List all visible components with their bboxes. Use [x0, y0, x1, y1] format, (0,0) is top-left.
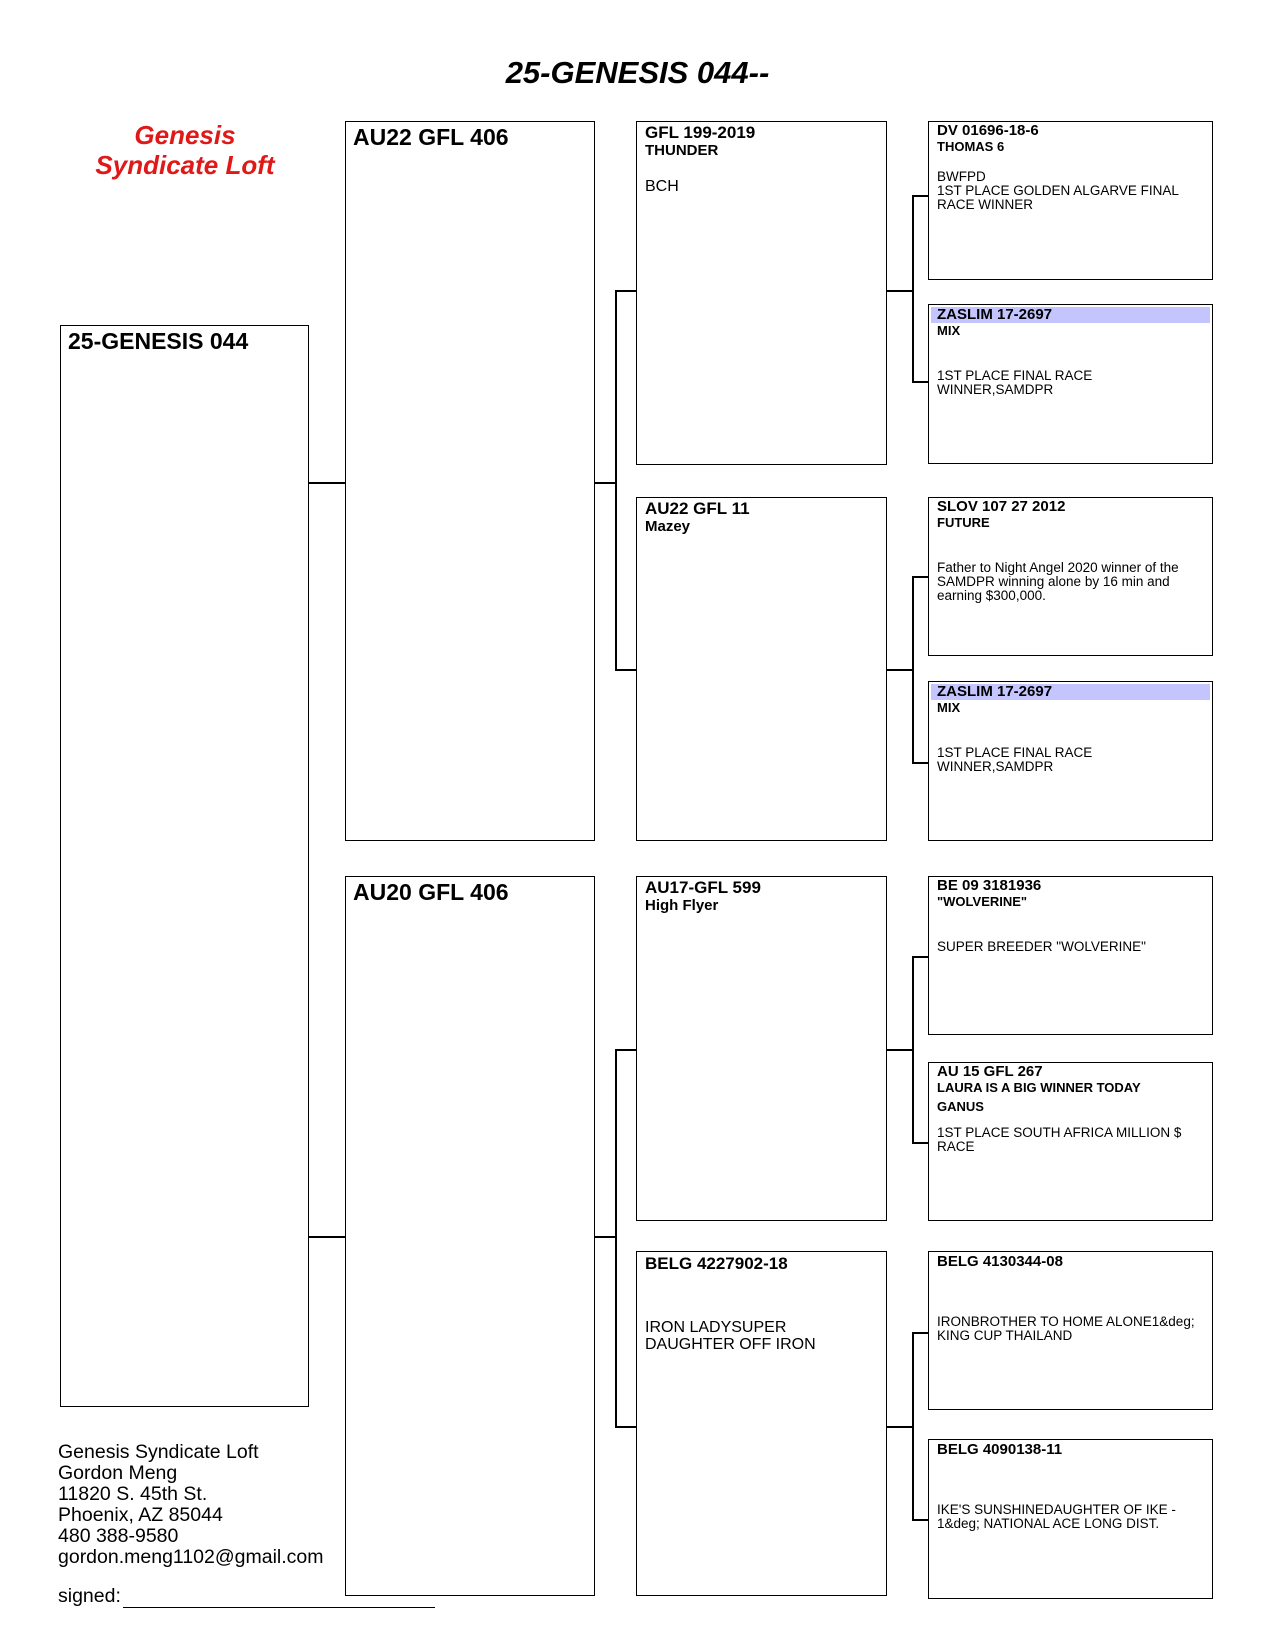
connector-line	[309, 482, 345, 484]
connector-line	[912, 576, 914, 763]
connector-line	[912, 1519, 928, 1521]
dsd-name: LAURA IS A BIG WINNER TODAY	[937, 1080, 1141, 1095]
sire-sire-box	[636, 121, 887, 465]
ddd-note: IKE'S SUNSHINEDAUGHTER OF IKE - 1&deg; NATIONAL ACE LONG DIST.	[937, 1502, 1176, 1531]
contact-city: Phoenix, AZ 85044	[58, 1504, 223, 1526]
dam-dam-id: BELG 4227902-18	[645, 1254, 788, 1273]
connector-line	[912, 195, 928, 197]
sss-box	[928, 121, 1213, 280]
ssd-box	[928, 304, 1213, 464]
connector-line	[912, 1142, 928, 1144]
ddd-box	[928, 1439, 1213, 1599]
sire-id: AU22 GFL 406	[353, 124, 509, 150]
dds-box	[928, 1251, 1213, 1410]
dam-sire-box	[636, 876, 887, 1221]
dss-box	[928, 876, 1213, 1035]
subject-id: 25-GENESIS 044	[68, 328, 249, 354]
contact-phone: 480 388-9580	[58, 1525, 179, 1547]
sss-name: THOMAS 6	[937, 139, 1005, 154]
connector-line	[912, 1332, 928, 1334]
sdd-note: 1ST PLACE FINAL RACE WINNER,SAMDPR	[937, 745, 1093, 774]
connector-line	[912, 762, 928, 764]
sire-sire-note: BCH	[645, 178, 679, 195]
connector-line	[595, 1236, 616, 1238]
dam-sire-name: High Flyer	[645, 897, 719, 914]
dsd-name-2: GANUS	[937, 1099, 984, 1114]
sdd-box	[928, 681, 1213, 841]
sss-id: DV 01696-18-6	[937, 122, 1039, 139]
ssd-name: MIX	[937, 323, 961, 338]
sds-id: SLOV 107 27 2012	[937, 498, 1066, 515]
contact-loft: Genesis Syndicate Loft	[58, 1441, 259, 1463]
dds-id: BELG 4130344-08	[937, 1253, 1063, 1270]
connector-line	[595, 482, 616, 484]
dsd-note: 1ST PLACE SOUTH AFRICA MILLION $ RACE	[937, 1125, 1182, 1154]
dss-id: BE 09 3181936	[937, 877, 1042, 894]
dam-dam-note: IRON LADYSUPER DAUGHTER OFF IRON	[645, 1319, 816, 1353]
sds-name: FUTURE	[937, 515, 990, 530]
sds-note: Father to Night Angel 2020 winner of the SAMDPR winning alone by 16 min and earning $300,000.	[937, 560, 1179, 603]
loft-name-line-1: Genesis	[134, 120, 236, 150]
connector-line	[912, 576, 928, 578]
contact-email: gordon.meng1102@gmail.com	[58, 1546, 324, 1568]
page-title: 25-GENESIS 044--	[505, 55, 770, 90]
subject-box	[60, 325, 309, 1407]
connector-line	[615, 1049, 617, 1427]
connector-line	[912, 1332, 914, 1520]
dss-name: "WOLVERINE"	[937, 894, 1028, 909]
connector-line	[309, 1236, 345, 1238]
contact-street: 11820 S. 45th St.	[58, 1483, 208, 1505]
sdd-name: MIX	[937, 700, 961, 715]
signature-area	[58, 1585, 435, 1608]
dds-note: IRONBROTHER TO HOME ALONE1&deg; KING CUP THAILAND	[937, 1314, 1195, 1343]
dss-note: SUPER BREEDER "WOLVERINE"	[937, 939, 1146, 954]
sire-box	[345, 121, 595, 841]
ddd-id: BELG 4090138-11	[937, 1441, 1063, 1458]
connector-line	[912, 195, 914, 382]
ssd-id: ZASLIM 17-2697	[931, 307, 1210, 323]
dsd-box	[928, 1062, 1213, 1221]
dam-id: AU20 GFL 406	[353, 879, 509, 905]
connector-line	[887, 669, 913, 671]
sire-sire-id: GFL 199-2019	[645, 123, 756, 142]
connector-line	[615, 1049, 636, 1051]
loft-name-line-2: Syndicate Loft	[95, 150, 275, 180]
sire-sire-name: THUNDER	[645, 142, 719, 159]
connector-line	[887, 290, 913, 292]
dam-box	[345, 876, 595, 1596]
connector-line	[887, 1049, 913, 1051]
connector-line	[615, 290, 636, 292]
sire-dam-name: Mazey	[645, 518, 691, 535]
connector-line	[887, 1426, 913, 1428]
connector-line	[912, 956, 928, 958]
signature-line[interactable]	[123, 1589, 435, 1608]
sire-dam-id: AU22 GFL 11	[645, 499, 750, 518]
sire-dam-box	[636, 497, 887, 841]
sss-note: BWFPD 1ST PLACE GOLDEN ALGARVE FINAL RACE WINNER	[937, 169, 1179, 212]
ssd-note: 1ST PLACE FINAL RACE WINNER,SAMDPR	[937, 368, 1093, 397]
sds-box	[928, 497, 1213, 656]
dam-sire-id: AU17-GFL 599	[645, 878, 761, 897]
connector-line	[912, 381, 928, 383]
connector-line	[615, 669, 636, 671]
connector-line	[615, 1426, 636, 1428]
loft-name	[70, 120, 300, 180]
dsd-id: AU 15 GFL 267	[937, 1063, 1043, 1080]
connector-line	[615, 290, 617, 670]
contact-name: Gordon Meng	[58, 1462, 178, 1484]
signed-label: signed:	[58, 1585, 121, 1607]
dam-dam-box	[636, 1251, 887, 1596]
contact-info	[58, 1442, 324, 1568]
connector-line	[912, 956, 914, 1143]
sdd-id: ZASLIM 17-2697	[931, 684, 1210, 700]
